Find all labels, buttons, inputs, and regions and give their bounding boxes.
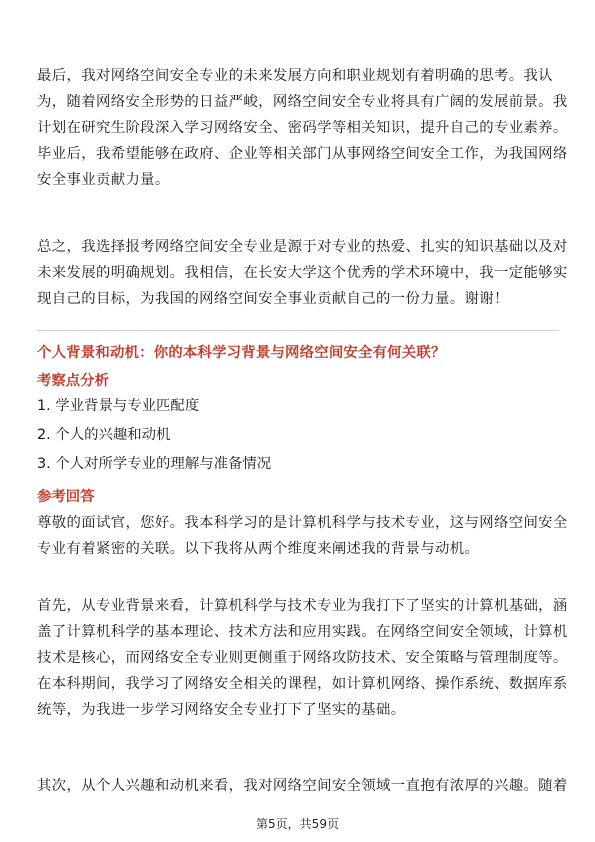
text-line: 盖了计算机科学的基本理论、技术方法和应用实践。在网络空间安全领域，计算机 [37, 624, 568, 640]
list-item: 1. 学业背景与专业匹配度 [37, 398, 200, 414]
closing-paragraph [37, 63, 568, 193]
page-number: 第5页，共59页 [256, 817, 339, 831]
text-line: 安全事业贡献力量。 [37, 172, 170, 188]
answer-paragraph-interest [37, 773, 568, 799]
analysis-heading: 考察点分析 [37, 373, 109, 389]
text-line: 现自己的目标，为我国的网络空间安全事业贡献自己的一份力量。谢谢！ [37, 291, 509, 307]
text-line: 其次，从个人兴趣和动机来看，我对网络空间安全领域一直抱有浓厚的兴趣。随着 [37, 778, 568, 794]
text-line: 首先，从专业背景来看，计算机科学与技术专业为我打下了坚实的计算机基础，涵 [37, 598, 568, 614]
reference-answer-heading: 参考回答 [37, 489, 95, 505]
text-line: 统等，为我进一步学习网络安全专业打下了坚实的基础。 [37, 702, 406, 718]
text-line: 专业有着紧密的关联。以下我将从两个维度来阐述我的背景与动机。 [37, 541, 480, 557]
section-divider [37, 330, 559, 331]
text-line: 尊敬的面试官，您好。我本科学习的是计算机科学与技术专业，这与网络空间安全 [37, 515, 568, 531]
text-line: 总之，我选择报考网络空间安全专业是源于对专业的热爱、扎实的知识基础以及对 [37, 239, 568, 255]
list-item: 3. 个人对所学专业的理解与准备情况 [37, 456, 272, 472]
text-line: 为，随着网络安全形势的日益严峻，网络空间安全专业将具有广阔的发展前景。我 [37, 94, 568, 110]
list-item: 2. 个人的兴趣和动机 [37, 427, 171, 443]
text-line: 未来发展的明确规划。我相信，在长安大学这个优秀的学术环境中，我一定能够实 [37, 265, 568, 281]
text-line: 毕业后，我希望能够在政府、企业等相关部门从事网络空间安全工作，为我国网络 [37, 146, 568, 162]
text-line: 技术是核心，而网络安全专业则更侧重于网络攻防技术、安全策略与管理制度等。 [37, 650, 568, 666]
analysis-points-list [37, 396, 271, 483]
summary-paragraph [37, 234, 568, 312]
answer-paragraph-intro [37, 510, 568, 562]
answer-paragraph-background [37, 593, 568, 723]
text-line: 计划在研究生阶段深入学习网络安全、密码学等相关知识，提升自己的专业素养。 [37, 120, 568, 136]
text-line: 在本科期间，我学习了网络安全相关的课程，如计算机网络、操作系统、数据库系 [37, 676, 568, 692]
text-line: 最后，我对网络空间安全专业的未来发展方向和职业规划有着明确的思考。我认 [37, 68, 553, 84]
interview-question: 个人背景和动机：你的本科学习背景与网络空间安全有何关联？ [37, 345, 446, 361]
